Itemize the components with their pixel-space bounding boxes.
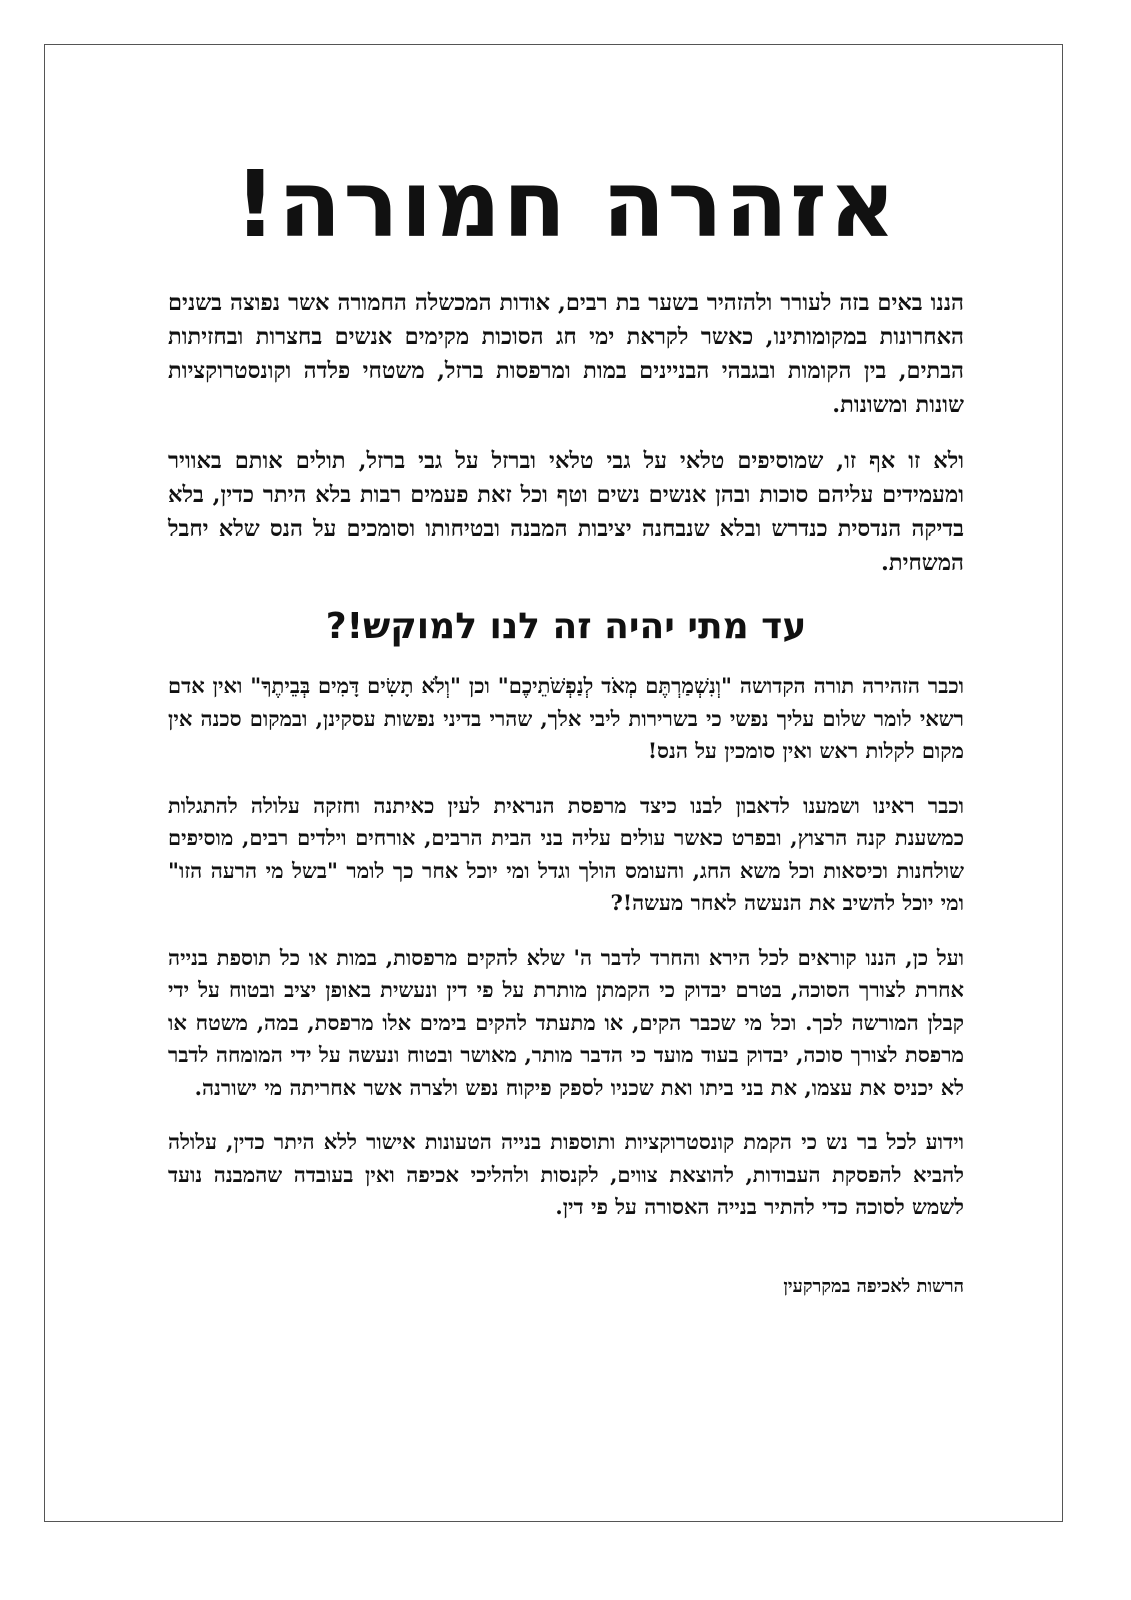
paragraph-intro: הננו באים בזה לעורר ולהזהיר בשער בת רבים, אודות המכשלה החמורה אשר נפוצה בשנים האחרונות במקומותינו, כאשר לקראת ימי חג הסוכות מקימים אנשים בחצרות ובחזיתות הבתים, בין הקומות ובגבהי הבניינים במות ומרפסות ברזל, משטחי פלדה וקונסטרוקציות שונות ומשונות. — [168, 290, 964, 418]
paragraph-collapse-risk: וכבר ראינו ושמענו לדאבון לבנו כיצד מרפסת הנראית לעין כאיתנה וחזקה עלולה להתגלות כמשענת קנה הרצוץ, ובפרט כאשר עולים עליה בני הבית הרבים, אורחים וילדים רבים, מוסיפים שולחנות וכיסאות וכל משא החג, והעומס הולך וגדל ומי יוכל אחר כך לומר "בשל מי הרעה הזו" ומי יוכל להשיב את הנעשה לאחר מעשה!? — [168, 792, 964, 915]
notice-content — [168, 150, 964, 1300]
signature: הרשות לאכיפה במקרקעין — [783, 1275, 964, 1297]
section-subtitle: עד מתי יהיה זה לנו למוקש!? — [325, 606, 807, 647]
paragraph-call-to-action: ועל כן, הננו קוראים לכל הירא והחרד לדבר ה' שלא להקים מרפסות, במות או כל תוספת בנייה אחרת לצורך הסוכה, בטרם יבדוק כי הקמתן מותרת על פי דין ונעשית באופן יציב ובטוח על ידי קבלן המורשה לכך. וכל מי שכבר הקים, או מתעתד להקים בימים אלו מרפסת, במה, משטח או מרפסת לצורך סוכה, יבדוק בעוד מועד כי הדבר מותר, מאושר ובטוח ונעשה על ידי המומחה לדבר לא יכניס את עצמו, את בני ביתו ואת שכניו לספק פיקוח נפש ולצרה אשר אחריתה מי ישורנה. — [168, 944, 964, 1100]
paragraph-legal-notice: וידוע לכל בר נש כי הקמת קונסטרוקציות ותוספות בנייה הטעונות אישור ללא היתר כדין, עלולה להביא להפסקת העבודות, להוצאת צווים, לקנסות ולהליכי אכיפה ואין בעובדה שהמבנה נועד לשמש לסוכה כדי להתיר בנייה האסורה על פי דין. — [168, 1129, 964, 1219]
paragraph-details: ולא זו אף זו, שמוסיפים טלאי על גבי טלאי וברזל על גבי ברזל, תולים אותם באוויר ומעמידים עליהם סוכות ובהן אנשים נשים וטף וכל זאת פעמים רבות בלא היתר כדין, בלא בדיקה הנדסית כנדרש ובלא שנבחנה יציבות המבנה ובטיחותו וסומכים על הנס שלא יחבל המשחית. — [168, 448, 964, 576]
page-title: אזהרה חמורה! — [234, 151, 898, 258]
paragraph-torah-warning: וכבר הזהירה תורה הקדושה "וְנִשְׁמַרְתֶּם מְאֹד לְנַפְשֹׁתֵיכֶם" וכן "וְלֹא תָשִׂים דָּמִים בְּבֵיתֶךָ" ואין אדם רשאי לומר שלום עליך נפשי כי בשרירות ליבי אלך, שהרי בדיני נפשות עסקינן, ובמקום סכנה אין מקום לקלות ראש ואין סומכין על הנס! — [168, 673, 964, 763]
